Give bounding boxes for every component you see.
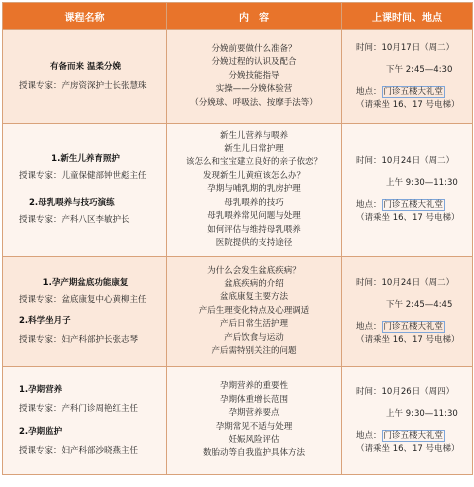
course-teacher: 授课专家：产房资深护士长张慧珠 xyxy=(19,80,147,91)
course-content-cell xyxy=(167,257,342,367)
course-place xyxy=(356,86,472,99)
course-place xyxy=(356,321,472,334)
course-teacher: 授课专家：产科八区李敏护长 xyxy=(19,215,130,225)
content-item: 如何评估与维持母乳喂养 xyxy=(207,224,301,235)
header-time-place: 上课时间、地点 xyxy=(342,3,473,30)
header-content: 内 容 xyxy=(167,3,342,30)
course-elevator: （请乘坐 16、17 号电梯） xyxy=(356,213,460,223)
content-item: 产后生理变化特点及心理调适 xyxy=(198,305,310,316)
course-content-cell xyxy=(167,367,342,475)
content-item: 发现新生儿黄疸该怎么办？ xyxy=(202,170,305,181)
content-item: 实操——分娩体验营 xyxy=(215,84,293,95)
content-item: 分娩技能指导 xyxy=(228,70,280,81)
content-item: 新生儿日常护理 xyxy=(224,144,284,155)
content-item: 孕期体重增长范围 xyxy=(219,394,288,405)
table-row xyxy=(3,367,473,475)
content-item: 数胎动等自我监护具体方法 xyxy=(202,448,305,459)
course-hours: 下午 2:45—4:30 xyxy=(386,64,453,75)
place-label: 地点： xyxy=(356,430,382,441)
content-item: 产后需特别关注的问题 xyxy=(211,346,297,357)
place-name: 门诊五楼大礼堂 xyxy=(383,86,444,97)
place-label: 地点： xyxy=(356,321,382,332)
course-teacher: 授课专家：产科门诊周艳红主任 xyxy=(19,403,139,414)
course-title: 2.孕期监护 xyxy=(19,426,63,437)
content-item: 盆底康复主要方法 xyxy=(219,292,288,303)
course-title: 1.孕产期盆底功能康复 xyxy=(42,277,129,288)
content-item: 新生儿营养与喂养 xyxy=(219,130,288,141)
table-row xyxy=(3,257,473,367)
content-item: 分娩过程的认识及配合 xyxy=(211,57,297,68)
header-course-name: 课程名称 xyxy=(3,3,167,30)
table-header-row xyxy=(3,3,473,30)
content-item: 产后日常生活护理 xyxy=(219,319,288,330)
course-teacher: 授课专家：儿童保健部钟世彪主任 xyxy=(19,171,147,181)
content-item: 孕期常见不适与处理 xyxy=(215,421,293,432)
course-title: 1.孕期营养 xyxy=(19,384,63,395)
course-elevator: （请乘坐 16、17 号电梯） xyxy=(356,99,460,110)
content-item: 孕期营养要点 xyxy=(228,408,280,419)
course-title: 1.新生儿养育照护 xyxy=(51,154,120,164)
place-name: 门诊五楼大礼堂 xyxy=(383,200,444,210)
course-teacher: 授课专家：妇产科部沙晓燕主任 xyxy=(19,445,139,456)
time-place-cell xyxy=(342,367,473,475)
content-item: 分娩前要做什么准备？ xyxy=(211,43,297,54)
course-date: 时间：10月24日（周二） xyxy=(356,277,455,288)
course-place xyxy=(356,199,472,212)
course-title: 有备而来 温柔分娩 xyxy=(50,61,121,72)
table-row xyxy=(3,124,473,257)
course-name-cell xyxy=(3,124,167,257)
content-item: 孕期与哺乳期的乳房护理 xyxy=(207,184,301,195)
course-content-cell xyxy=(167,124,342,257)
course-date: 时间：10月24日（周二） xyxy=(356,156,455,166)
table-row xyxy=(3,30,473,124)
course-content-cell xyxy=(167,30,342,124)
course-hours: 上午 9:30—11:30 xyxy=(386,408,458,419)
course-hours: 上午 9:30—11:30 xyxy=(386,178,458,188)
place-name: 门诊五楼大礼堂 xyxy=(383,321,444,332)
content-item: 产后饮食与运动 xyxy=(224,332,284,343)
content-item: 盆底疾病的介绍 xyxy=(224,278,284,289)
content-item: 妊娠风险评估 xyxy=(228,434,280,445)
content-item: 医院提供的支持途径 xyxy=(215,237,293,248)
course-name-cell xyxy=(3,30,167,124)
course-title: 2.母乳喂养与技巧演练 xyxy=(29,198,115,208)
content-item: 孕期营养的重要性 xyxy=(219,381,288,392)
content-item: （分娩球、呼吸法、按摩手法等） xyxy=(190,97,318,108)
course-date: 时间：10月26日（周四） xyxy=(356,386,455,397)
content-item: 母乳喂养常见问题与处理 xyxy=(207,211,301,222)
course-name-cell xyxy=(3,367,167,475)
course-name-cell xyxy=(3,257,167,367)
course-title: 2.科学坐月子 xyxy=(19,315,71,326)
place-label: 地点： xyxy=(356,200,382,210)
course-teacher: 授课专家：妇产科部护长张志琴 xyxy=(19,334,139,345)
course-teacher: 授课专家：盆底康复中心黄柳主任 xyxy=(19,294,147,305)
course-elevator: （请乘坐 16、17 号电梯） xyxy=(356,334,460,345)
time-place-cell xyxy=(342,30,473,124)
time-place-cell xyxy=(342,124,473,257)
place-name: 门诊五楼大礼堂 xyxy=(383,430,444,441)
course-schedule-table xyxy=(2,2,473,475)
place-label: 地点： xyxy=(356,86,382,97)
content-item: 该怎么和宝宝建立良好的亲子依恋？ xyxy=(185,157,322,168)
course-place xyxy=(356,430,472,443)
course-date: 时间：10月17日（周二） xyxy=(356,42,455,53)
time-place-cell xyxy=(342,257,473,367)
course-hours: 下午 2:45—4:45 xyxy=(386,299,453,310)
content-item: 母乳喂养的技巧 xyxy=(224,197,284,208)
content-item: 为什么会发生盆底疾病？ xyxy=(207,265,301,276)
course-elevator: （请乘坐 16、17 号电梯） xyxy=(356,443,460,454)
